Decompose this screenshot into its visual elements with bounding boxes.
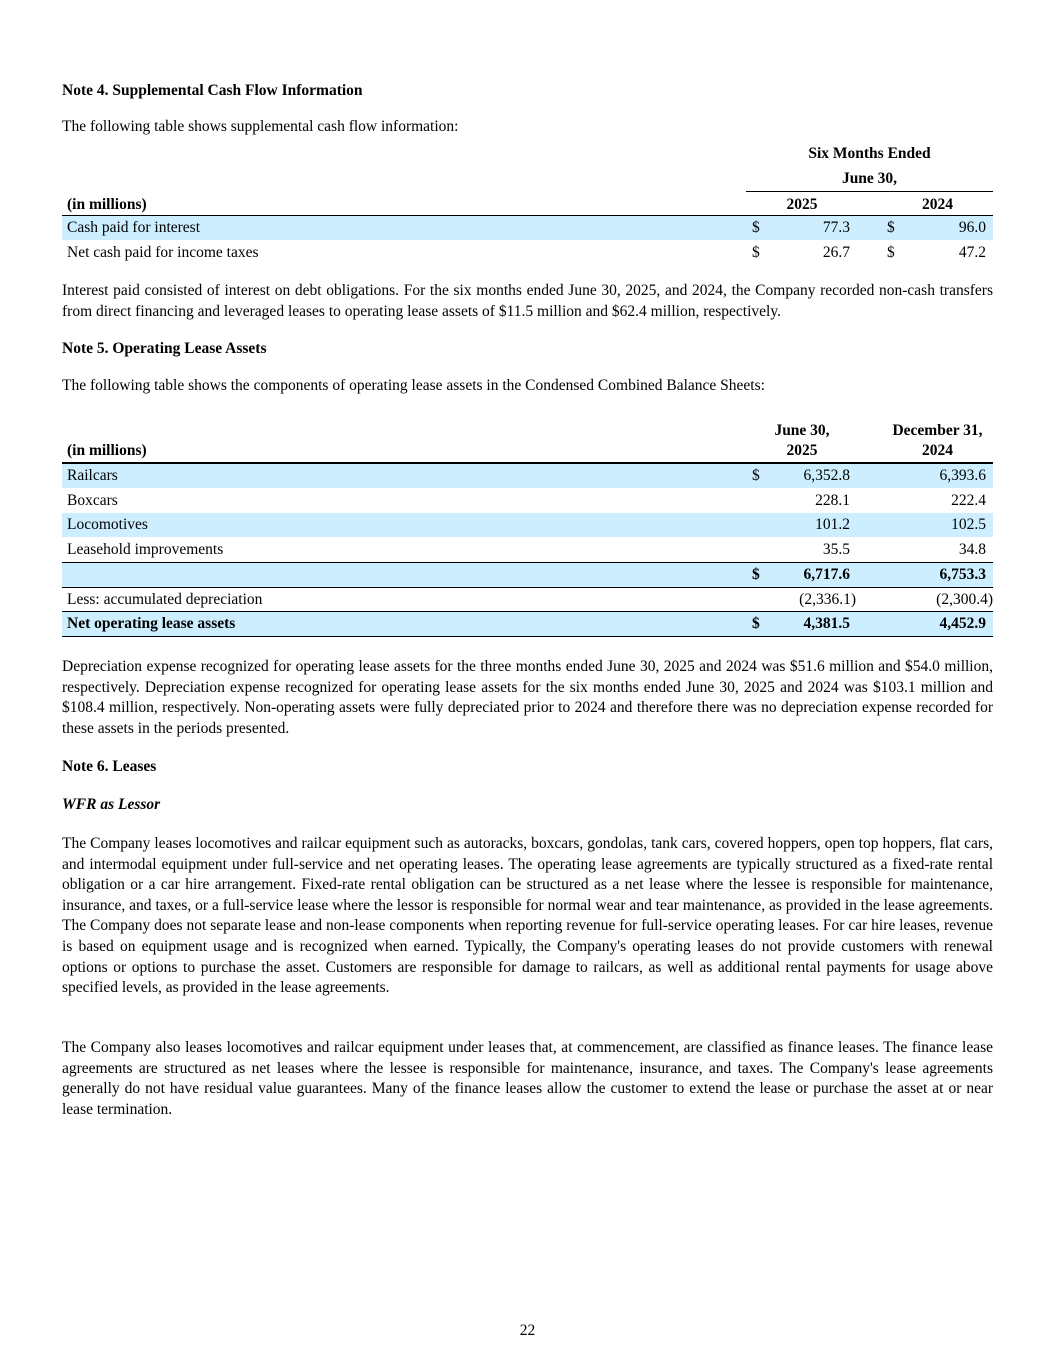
currency-symbol: $ [752, 244, 760, 261]
cash-flow-label-header: (in millions) [67, 196, 147, 213]
value-2024: 47.2 [958, 244, 986, 261]
cash-flow-col-2025: 2025 [786, 196, 818, 213]
note5-intro: The following table shows the components of operating lease assets in the Condensed Combined Balance Sheets: [62, 377, 765, 394]
cash-flow-header-top: Six Months Ended [808, 145, 931, 162]
row-label: Cash paid for interest [67, 219, 201, 236]
table-row [62, 489, 993, 513]
table-row [62, 216, 993, 240]
value-dec-2024: 34.8 [958, 541, 986, 558]
total-bottom-rule [62, 636, 993, 637]
table-row [62, 513, 993, 537]
note5-heading: Note 5. Operating Lease Assets [62, 340, 267, 357]
value-june-2025: 35.5 [822, 541, 850, 558]
cash-flow-header-mid: June 30, [841, 170, 898, 187]
value-dec-2024: (2,300.4) [936, 591, 993, 608]
value-2025: 77.3 [822, 219, 850, 236]
row-label: Net cash paid for income taxes [67, 244, 259, 261]
table-row [62, 588, 993, 612]
note5-paragraph: Depreciation expense recognized for operating lease assets for the three months ended June 30, 2025 and 2024 was $51.6 million and $54.0 million, respectively. Depreciation expense recognized for operating lease assets for the six months ended June 30, 2025 and 2024 was $103.1 million and $108.4 million, respectively. Non-operating assets were fully depreciated prior to 2024 and therefore there was no depreciation expense recorded for these assets in the periods presented. [62, 658, 993, 737]
table-row-total [62, 612, 993, 636]
value-dec-2024: 6,753.3 [939, 566, 986, 583]
note4-heading: Note 4. Supplemental Cash Flow Information [62, 82, 363, 99]
cash-flow-col-2024: 2024 [922, 196, 953, 213]
value-june-2025: 6,352.8 [803, 467, 850, 484]
value-dec-2024: 6,393.6 [939, 467, 986, 484]
table-row [62, 464, 993, 488]
table-row [62, 241, 993, 265]
value-june-2025: (2,336.1) [799, 591, 856, 608]
table-row-subtotal [62, 563, 993, 587]
value-dec-2024: 4,452.9 [939, 615, 986, 632]
row-label: Less: accumulated depreciation [67, 591, 263, 608]
currency-symbol: $ [752, 219, 760, 236]
lease-label-header: (in millions) [67, 442, 147, 459]
value-june-2025: 101.2 [815, 516, 850, 533]
value-2024: 96.0 [958, 219, 986, 236]
cash-flow-header-rule [746, 191, 993, 192]
note6-subheading: WFR as Lessor [62, 796, 161, 813]
value-june-2025: 228.1 [815, 492, 850, 509]
currency-symbol: $ [752, 467, 760, 484]
currency-symbol: $ [752, 566, 760, 583]
table-row [62, 538, 993, 562]
row-label: Net operating lease assets [67, 615, 236, 632]
note4-paragraph: Interest paid consisted of interest on debt obligations. For the six months ended June 30, 2025, and 2024, the Company recorded non-cash transfers from direct financing and leveraged leases to operating lease assets of $11.5 million and $62.4 million, respectively. [62, 282, 993, 320]
row-label: Locomotives [67, 516, 148, 533]
value-dec-2024: 102.5 [951, 516, 986, 533]
row-label: Railcars [67, 467, 118, 484]
lease-col2-line1: December 31, [892, 422, 983, 439]
note6-heading: Note 6. Leases [62, 758, 157, 775]
note6-paragraph2: The Company also leases locomotives and railcar equipment under leases that, at commencement, are classified as finance leases. The finance lease agreements are structured as net leases where the lessee is responsible for maintenance, insurance, and taxes. The Company's lease agreements generally do not have residual value guarantees. Many of the finance leases allow the customer to extend the lease or purchase the asset at or near lease termination. [62, 1039, 993, 1118]
value-dec-2024: 222.4 [951, 492, 986, 509]
page-number: 22 [519, 1322, 536, 1339]
currency-symbol: $ [887, 219, 895, 236]
lease-col1-line1: June 30, [774, 422, 830, 439]
row-label: Boxcars [67, 492, 118, 509]
lease-col1-line2: 2025 [786, 442, 818, 459]
value-june-2025: 6,717.6 [803, 566, 850, 583]
currency-symbol: $ [752, 615, 760, 632]
row-label: Leasehold improvements [67, 541, 224, 558]
value-2025: 26.7 [822, 244, 850, 261]
currency-symbol: $ [887, 244, 895, 261]
note4-intro: The following table shows supplemental cash flow information: [62, 118, 459, 135]
note6-paragraph1: The Company leases locomotives and railcar equipment such as autoracks, boxcars, gondolas, tank cars, covered hoppers, open top hoppers, flat cars, and intermodal equipment under full-service and net operating leases. The operating lease agreements are typically structured as a fixed-rate rental obligation or a car hire arrangement. Fixed-rate rental obligation can be structured as a net lease where the lessee is responsible for maintenance, insurance, and taxes, or a full-service lease where the lessor is responsible for normal wear and tear maintenance, as provided in the lease agreements. The Company does not separate lease and non-lease components when reporting revenue for full-service operating leases. For car hire leases, revenue is based on equipment usage and is recognized when earned. Typically, the Company's operating leases do not provide customers with renewal options or options to purchase the asset. Customers are responsible for damage to railcars, as well as additional rental payments for usage above specified levels, as provided in the lease agreements. [62, 835, 993, 997]
value-june-2025: 4,381.5 [803, 615, 850, 632]
lease-col2-line2: 2024 [922, 442, 953, 459]
